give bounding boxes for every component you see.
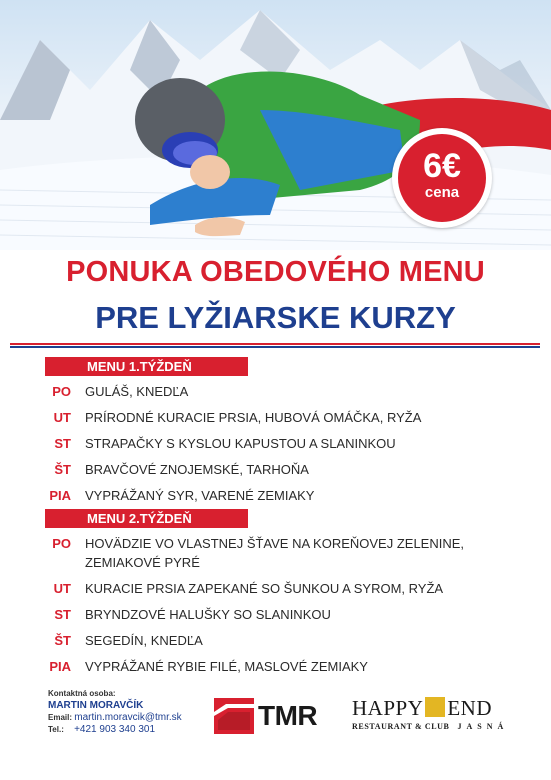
menu-row [45,534,545,572]
footer [0,686,551,746]
price-badge [392,128,492,228]
day-label: ŠT [54,633,71,648]
tel-label: Tel.: [48,725,64,734]
tmr-logo-icon [214,698,254,734]
dish-line: ZEMIAKOVÉ PYRÉ [85,555,200,570]
happy-end-subtitle [352,722,508,731]
dish-name: STRAPAČKY S KYSLOU KAPUSTOU A SLANINKOU [85,436,396,451]
dish-name: VYPRÁŽANÉ RYBIE FILÉ, MASLOVÉ ZEMIAKY [85,659,368,674]
dish-name: PRÍRODNÉ KURACIE PRSIA, HUBOVÁ OMÁČKA, RYŽA [85,410,422,425]
menu-row [45,631,545,650]
day-label: PIA [49,488,71,503]
week-1-header: MENU 1.TÝŽDEŇ [45,357,248,376]
menu-row [45,434,545,453]
contact-block [48,688,182,736]
email-label: Email: [48,713,73,722]
happy-end-left: HAPPY [352,696,424,720]
day-label: PO [52,536,71,551]
price-circle [398,134,486,222]
divider-blue [10,346,540,348]
happy-end-logo [352,696,492,721]
menu-row [45,579,545,598]
price-label: cena [424,184,460,201]
price-value: 6€ [423,147,461,185]
day-label: PIA [49,659,71,674]
tel-value[interactable]: +421 903 340 301 [74,724,156,735]
title-line-1: PONUKA OBEDOVÉHO MENU [66,256,485,288]
day-label: PO [52,384,71,399]
hero-photo [0,0,551,250]
he-sub-right: JASNÁ [457,722,509,731]
title-line-2: PRE LYŽIARSKE KURZY [95,300,456,335]
divider-red [10,343,540,345]
email-link[interactable]: martin.moravcik@tmr.sk [74,712,182,723]
menu-row [45,382,545,401]
happy-end-right: END [447,696,493,720]
dish-name: KURACIE PRSIA ZAPEKANÉ SO ŠUNKOU A SYROM, RYŽA [85,581,444,596]
menu-row [45,605,545,624]
week-2-header: MENU 2.TÝŽDEŇ [45,509,248,528]
dish-name: BRAVČOVÉ ZNOJEMSKÉ, TARHOŇA [85,462,309,477]
menu-list [45,357,545,676]
dish-name: VYPRÁŽANÝ SYR, VARENÉ ZEMIAKY [85,488,315,503]
day-label: ST [54,607,71,622]
menu-row [45,408,545,427]
dish-name: GULÁŠ, KNEDĽA [85,384,189,399]
day-label: ST [54,436,71,451]
menu-row [45,657,545,676]
he-sub-left: RESTAURANT & CLUB [352,722,450,731]
dish-name: SEGEDÍN, KNEDĽA [85,633,203,648]
menu-row [45,460,545,479]
dish-line: HOVÄDZIE VO VLASTNEJ ŠŤAVE NA KOREŇOVEJ ZELENINE, [85,536,465,551]
day-label: UT [53,410,71,425]
title-divider [10,343,540,348]
day-label: ŠT [54,462,71,477]
day-label: UT [53,581,71,596]
dish-name: BRYNDZOVÉ HALUŠKY SO SLANINKOU [85,607,331,622]
contact-label: Kontaktná osoba: [48,689,116,698]
menu-row [45,486,545,505]
happy-end-emblem-icon [425,697,445,717]
tmr-logo-text: TMR [258,700,318,731]
contact-name: MARTIN MORAVČÍK [48,700,144,711]
dish-name [85,534,545,572]
